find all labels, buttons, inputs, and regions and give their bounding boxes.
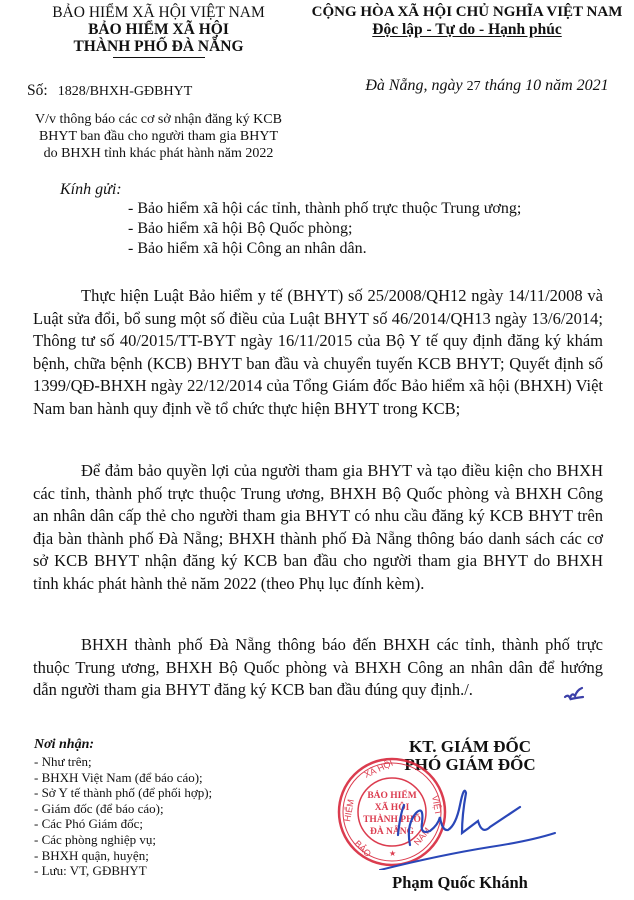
recipient-item: - Như trên; — [34, 754, 92, 769]
subject-line: do BHXH tỉnh khác phát hành năm 2022 — [43, 146, 274, 161]
agency-underline — [113, 57, 205, 58]
date-prefix: Đà Nẵng, ngày — [365, 77, 463, 94]
addressee-item: - Bảo hiểm xã hội các tỉnh, thành phố trực thuộc Trung ương; — [128, 200, 522, 217]
body-paragraph-3: BHXH thành phố Đà Nẵng thông báo đến BHXH các tỉnh, thành phố trực thuộc Trung ương, BHXH Bộ Quốc phòng và BHXH Công an nhân dân để hướng dẫn người tham gia BHYT đăng ký KCB ban đầu đúng quy định./. — [33, 635, 603, 699]
nation-name: CỘNG HÒA XÃ HỘI CHỦ NGHĨA VIỆT NAM — [311, 4, 623, 20]
national-header-block — [300, 4, 634, 38]
signature-title-2: PHÓ GIÁM ĐỐC — [404, 755, 536, 774]
addressee-item: - Bảo hiểm xã hội Bộ Quốc phòng; — [128, 220, 353, 237]
initial-check-icon — [563, 686, 585, 702]
date-month: tháng 10 — [484, 77, 542, 94]
national-motto: Độc lập - Tự do - Hạnh phúc — [372, 21, 562, 38]
recipients-label: Nơi nhận: — [34, 737, 95, 752]
signer-name: Phạm Quốc Khánh — [392, 873, 528, 892]
svg-text:ĐÀ NẴNG: ĐÀ NẴNG — [369, 827, 415, 837]
svg-text:NAM: NAM — [411, 825, 433, 848]
body-paragraph-2: Để đảm bảo quyền lợi của người tham gia BHYT và tạo điều kiện cho BHXH các tỉnh, thành phố trực thuộc Trung ương, BHXH Bộ Quốc phòng và BHXH Công an nhân dân cấp thẻ cho người tham gia BHYT có nhu cầu đăng ký KCB BHYT trên địa bàn thành phố Đà Nẵng; BHXH thành phố Đà Nẵng thông báo danh sách các cơ sở KCB BHYT nhận đăng ký KCB ban đầu cho người tham gia BHYT do BHXH tỉnh khác phát hành thẻ năm 2022 (theo Phụ lục đính kèm). — [33, 461, 603, 593]
agency-name-line2: THÀNH PHỐ ĐÀ NẴNG — [73, 38, 244, 55]
recipient-item: - Sở Y tế thành phố (để phối hợp); — [34, 785, 213, 801]
agency-name-line1: BẢO HIỂM XÃ HỘI — [88, 21, 229, 38]
recipients-list — [34, 754, 212, 879]
date-day: 27 — [466, 79, 481, 94]
body-paragraph-1: Thực hiện Luật Bảo hiểm y tế (BHYT) số 25/2008/QH12 ngày 14/11/2008 và Luật sửa đổi, bổ sung một số điều của Luật BHYT số 46/2014/QH13 ngày 13/6/2014; Thông tư số 40/2015/TT-BYT ngày 16/11/2015 của Bộ Y tế quy định đăng ký khám bệnh, chữa bệnh (KCB) BHYT ban đầu và chuyển tuyến KCB BHYT; Quyết định số 1399/QĐ-BHXH ngày 22/12/2014 của Tổng Giám đốc Bảo hiểm xã hội (BHXH) Việt Nam ban hành quy định về tổ chức thực hiện BHYT trong KCB; — [33, 286, 603, 418]
agency-parent: BẢO HIỂM XÃ HỘI VIỆT NAM — [52, 4, 265, 21]
issuing-agency-block — [0, 4, 317, 58]
svg-text:XÃ HỘI: XÃ HỘI — [362, 757, 395, 780]
date-year: năm 2021 — [545, 77, 609, 94]
recipient-item: - Lưu: VT, GĐBHYT — [34, 863, 147, 879]
handwritten-signature-icon — [370, 775, 560, 870]
recipient-item: - BHXH quận, huyện; — [34, 847, 149, 863]
svg-text:HIỂM: HIỂM — [342, 798, 356, 823]
document-number-value: 1828/BHXH-GĐBHYT — [57, 84, 193, 99]
recipient-item: - Các phòng nghiệp vụ; — [34, 831, 157, 847]
recipient-item: - BHXH Việt Nam (để báo cáo); — [34, 769, 203, 785]
addressee-label: Kính gửi: — [60, 181, 122, 198]
svg-text:BẢO: BẢO — [352, 838, 374, 859]
svg-text:★: ★ — [389, 849, 397, 858]
subject-line: BHYT ban đầu cho người tham gia BHYT — [38, 129, 279, 144]
document-number-label: Số: — [27, 82, 48, 99]
recipient-item: - Các Phó Giám đốc; — [34, 816, 144, 832]
document-subject — [0, 111, 317, 162]
subject-line: V/v thông báo các cơ sở nhận đăng ký KCB — [35, 112, 282, 127]
svg-text:VIỆT: VIỆT — [430, 794, 444, 817]
document-number — [27, 82, 192, 100]
signature-title-1: KT. GIÁM ĐỐC — [409, 737, 531, 756]
svg-text:XÃ HỘI: XÃ HỘI — [374, 803, 410, 813]
recipient-item: - Giám đốc (để báo cáo); — [34, 800, 164, 816]
svg-text:THÀNH PHỐ: THÀNH PHỐ — [363, 815, 421, 825]
issue-date — [340, 77, 634, 95]
svg-text:BẢO HIỂM: BẢO HIỂM — [367, 791, 417, 801]
addressee-item: - Bảo hiểm xã hội Công an nhân dân. — [128, 240, 367, 257]
